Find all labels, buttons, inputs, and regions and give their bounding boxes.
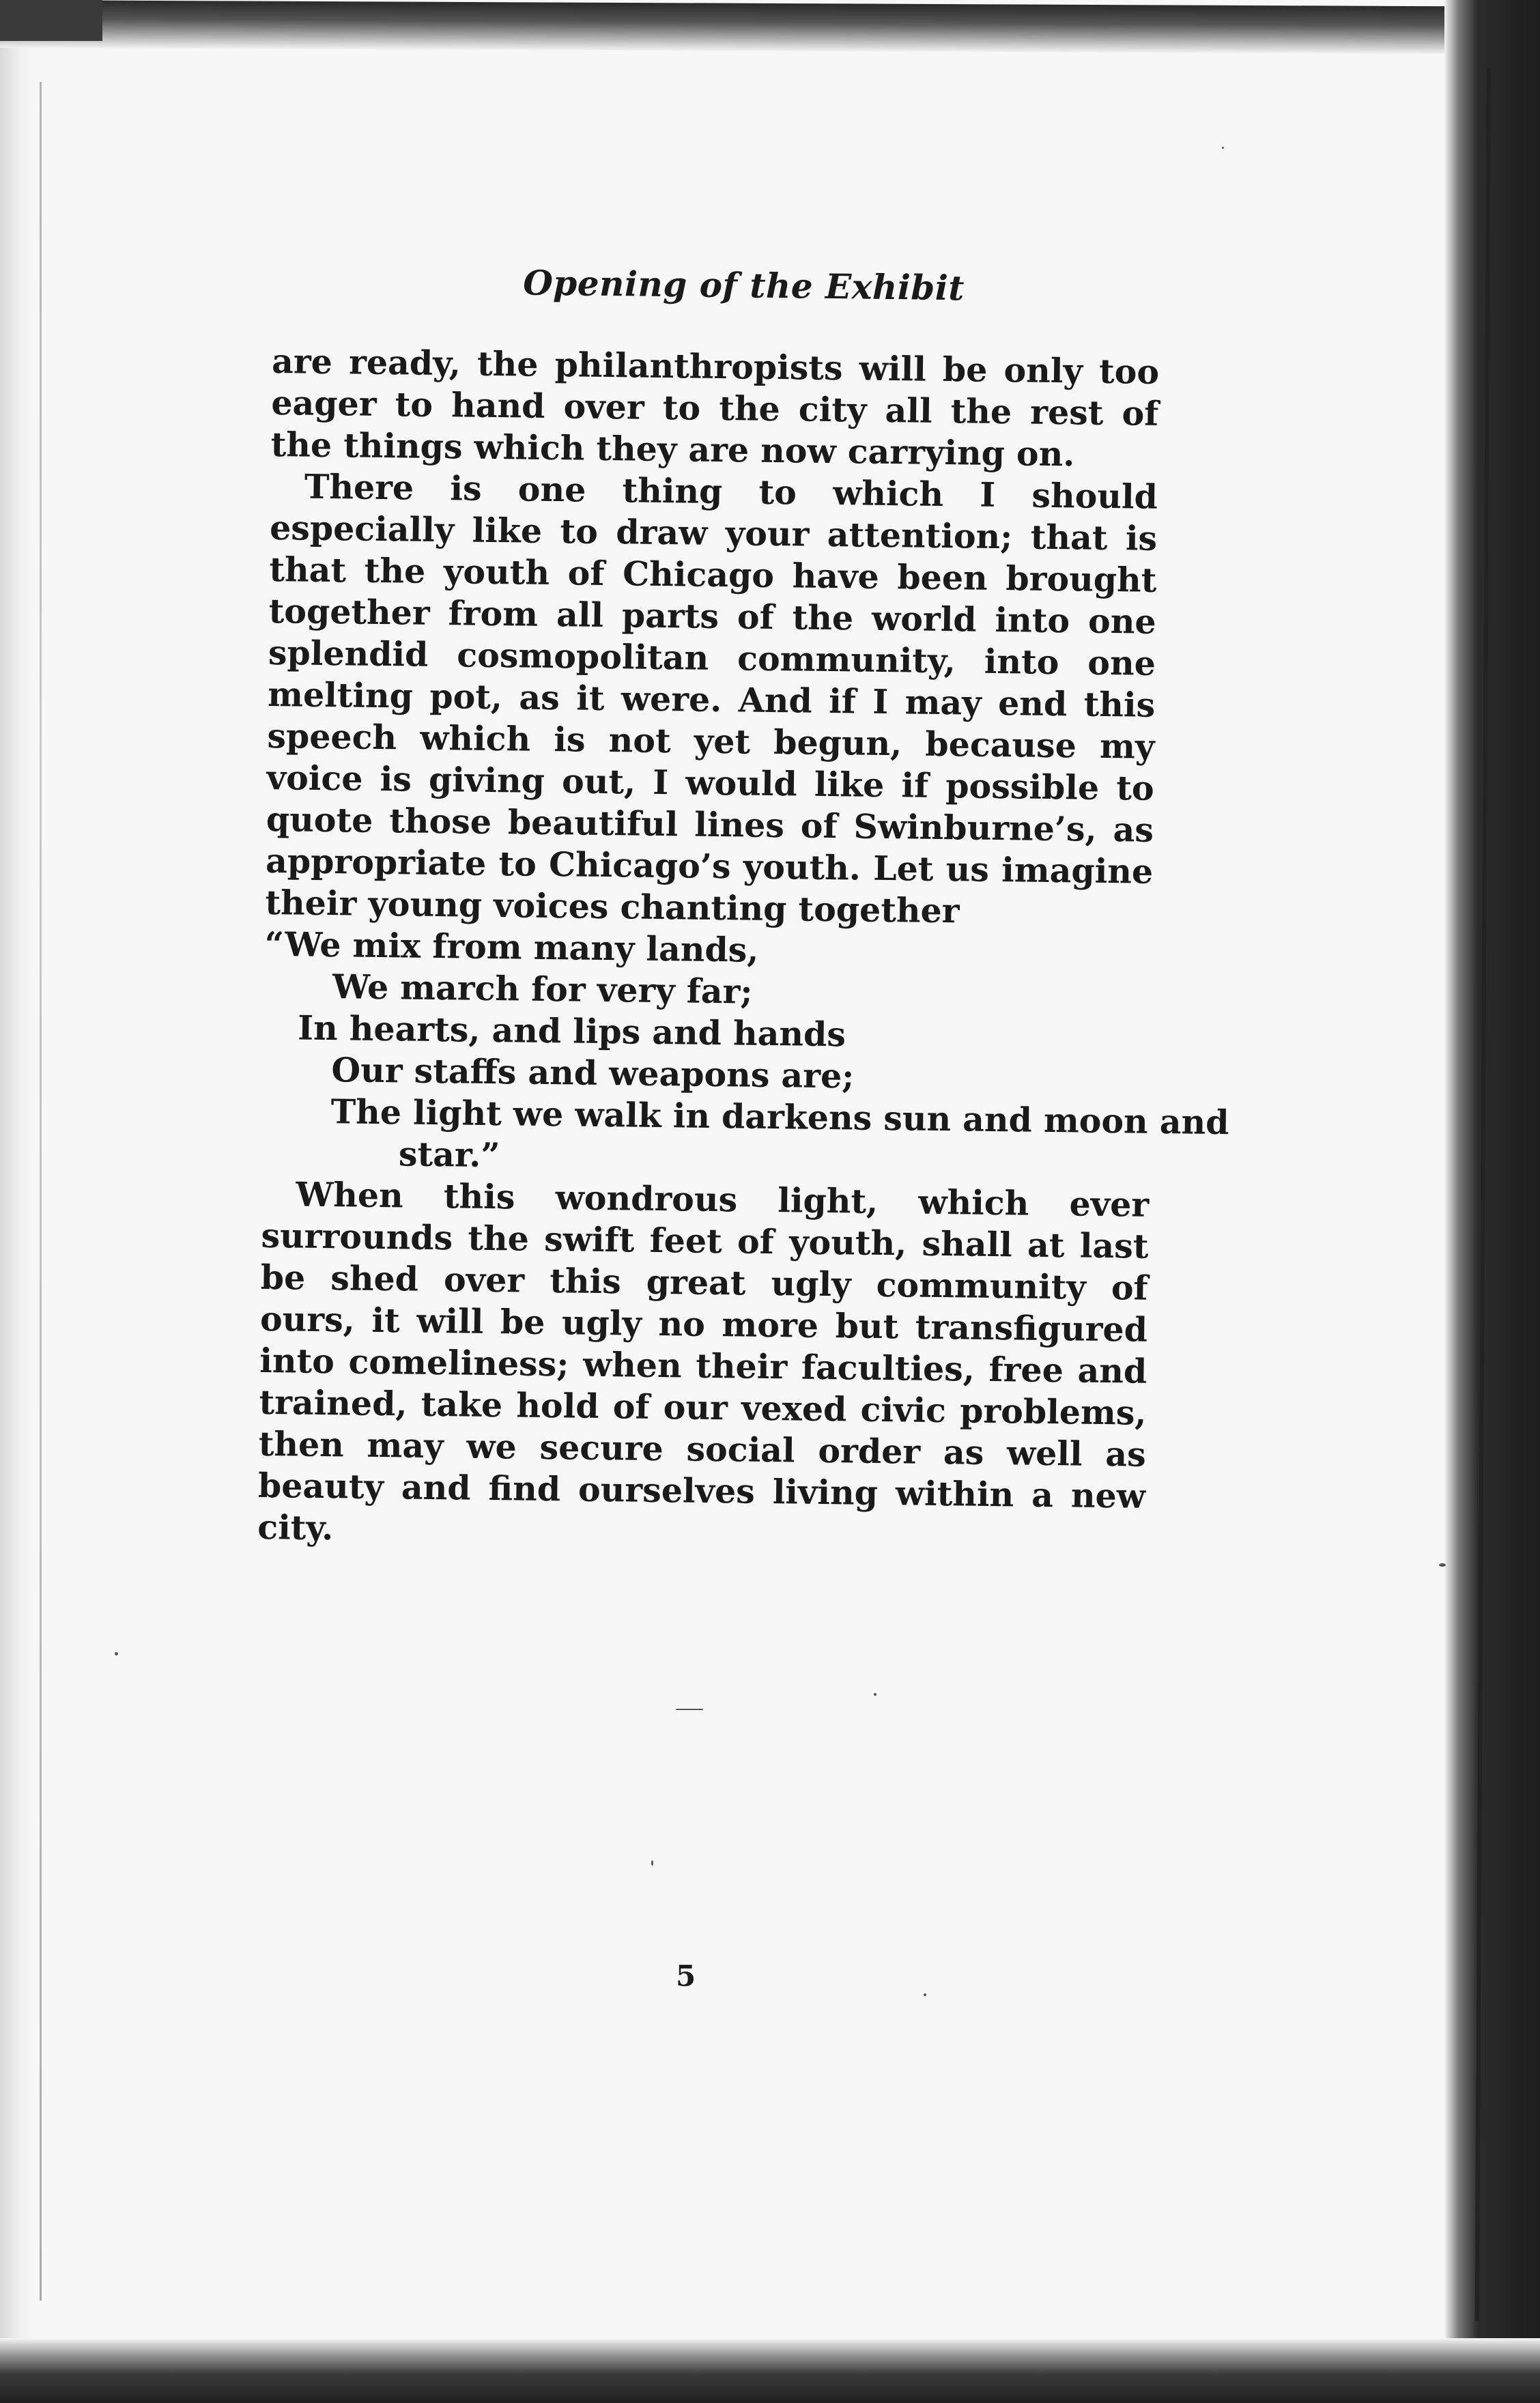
paragraph-swinburne: There is one thing to which I should especially like to draw your attention; that is that the youth of Chicago have been brought together from all parts of the world into one splendid cosmopolitan community, into one melting pot, as it were. And if I may end this speech which is not yet begun, because my voice is giving out, I would like if possible to quote those beautiful lines of Swinburne’s, as appropriate to Chicago’s youth. Let us imagine their young voices chanting together — [265, 466, 1158, 931]
top-scan-border — [0, 0, 1540, 55]
verse-line: In hearts, and lips and hands — [297, 1008, 846, 1055]
verse-line: “We mix from many lands, — [264, 924, 759, 970]
bottom-scan-border — [0, 2338, 1540, 2403]
verse-line: Our staffs and weapons are; — [331, 1050, 855, 1096]
verse-line: We march for very far; — [332, 967, 753, 1012]
scan-speck — [115, 1652, 118, 1655]
verse-line: star.” — [398, 1134, 500, 1176]
left-scan-border — [0, 0, 33, 2403]
scan-speck — [651, 1860, 653, 1866]
verse-quote — [262, 924, 1229, 1184]
page-text-block — [257, 259, 1229, 1559]
top-left-scan-corner — [0, 0, 102, 41]
running-head: Opening of the Exhibit — [522, 262, 965, 309]
verse-line: The light we walk in darkens sun and moon and — [330, 1092, 1229, 1143]
paragraph-conclusion: When this wondrous light, which ever surrounds the swift feet of youth, shall at last be shed over this great ugly community of ours, it will be ugly no more but transfigured into comeliness; when their faculties, free and trained, take hold of our vexed civic problems, then may we secure social order as well as beauty and find ourselves living within a new city. — [257, 1174, 1150, 1548]
right-scan-border — [1444, 0, 1540, 2403]
scan-speck — [676, 1709, 703, 1710]
scan-speck — [874, 1693, 876, 1696]
scan-speck — [1439, 1563, 1446, 1567]
scan-speck — [924, 1993, 926, 1996]
paragraph-continued: are ready, the philanthropists will be only too eager to hand over to the city all the rest of the things which they are now carrying on. — [270, 341, 1160, 474]
page-number: 5 — [676, 1959, 696, 1993]
left-page-edge-line — [40, 82, 42, 2301]
scan-speck — [1222, 147, 1224, 149]
